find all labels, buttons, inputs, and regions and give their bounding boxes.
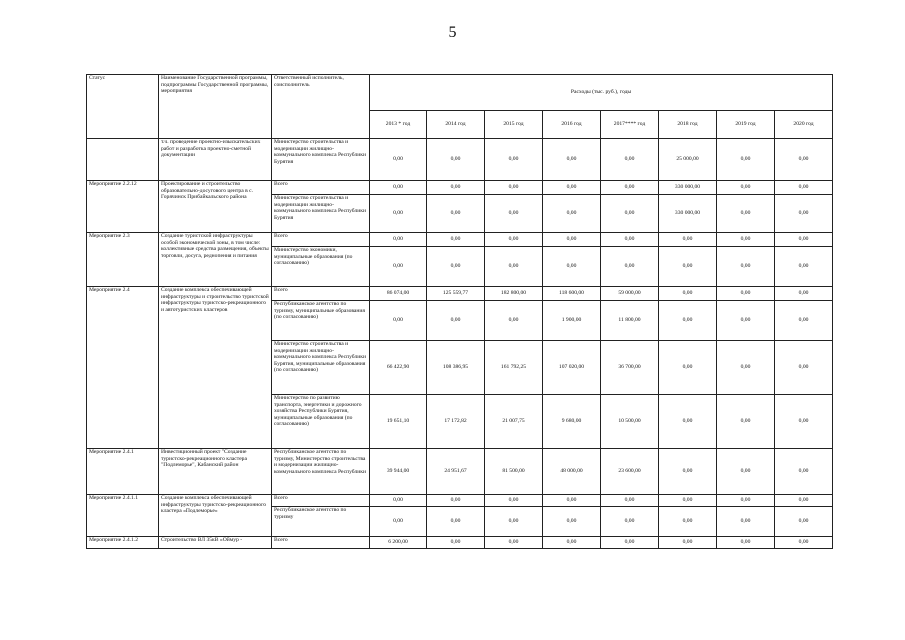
value-cell: 0,00 [427, 247, 485, 287]
value-cell: 0,00 [601, 507, 659, 537]
value-cell: 0,00 [485, 301, 543, 341]
value-cell: 0,00 [775, 537, 833, 549]
value-cell: 0,00 [659, 537, 717, 549]
value-cell: 0,00 [543, 139, 601, 181]
executor-cell: Республиканское агентство по туризму, муниципальные образования (по согласованию) [272, 301, 370, 341]
table-row [87, 495, 833, 507]
value-cell: 0,00 [370, 233, 427, 247]
value-cell: 0,00 [370, 195, 427, 233]
value-cell: 48 000,00 [543, 449, 601, 495]
value-cell: 0,00 [659, 233, 717, 247]
value-cell: 0,00 [659, 341, 717, 395]
executor-cell: Министерство экономики, муниципальные образования (по согласованию) [272, 247, 370, 287]
value-cell: 0,00 [717, 233, 775, 247]
table-row [87, 181, 833, 195]
value-cell: 0,00 [370, 139, 427, 181]
measure-name-cell: Строительство ВЛ 35кВ «Оймур - [159, 537, 272, 549]
value-cell: 0,00 [485, 537, 543, 549]
value-cell: 0,00 [601, 233, 659, 247]
header-name: Наименование Государственной программы, подпрограммы Государственной программы, мероприятия [159, 75, 272, 139]
value-cell: 0,00 [427, 195, 485, 233]
value-cell: 0,00 [601, 195, 659, 233]
value-cell: 0,00 [485, 139, 543, 181]
value-cell: 0,00 [717, 247, 775, 287]
value-cell: 81 500,00 [485, 449, 543, 495]
value-cell: 0,00 [659, 247, 717, 287]
header-year: 2019 год [717, 111, 775, 139]
value-cell: 0,00 [775, 507, 833, 537]
value-cell: 0,00 [775, 301, 833, 341]
value-cell: 0,00 [659, 287, 717, 301]
value-cell: 0,00 [485, 507, 543, 537]
header-year: 2015 год [485, 111, 543, 139]
measure-name-cell: Создание комплекса обеспечивающей инфраструктуры и строительство туристской инфраструктуры туристско-рекреационного и автотуристских кластеров [159, 287, 272, 449]
table-row [87, 287, 833, 301]
value-cell: 0,00 [601, 139, 659, 181]
value-cell: 39 944,00 [370, 449, 427, 495]
value-cell: 0,00 [543, 247, 601, 287]
value-cell: 0,00 [485, 233, 543, 247]
executor-cell: Всего [272, 181, 370, 195]
value-cell: 0,00 [775, 449, 833, 495]
value-cell: 0,00 [601, 495, 659, 507]
value-cell: 1 900,00 [543, 301, 601, 341]
value-cell: 0,00 [485, 195, 543, 233]
value-cell: 0,00 [543, 507, 601, 537]
value-cell: 36 700,00 [601, 341, 659, 395]
measure-name-cell: Создание туристской инфраструктуры особой экономической зоны, в том числе: коллективные средства размещения, объекты торговли, досуга, реднопения и питания [159, 233, 272, 287]
executor-cell: Всего [272, 495, 370, 507]
value-cell: 0,00 [775, 195, 833, 233]
executor-cell: Всего [272, 233, 370, 247]
value-cell: 0,00 [659, 495, 717, 507]
value-cell: 0,00 [659, 301, 717, 341]
value-cell: 0,00 [427, 495, 485, 507]
value-cell: 11 800,00 [601, 301, 659, 341]
header-year: 2018 год [659, 111, 717, 139]
value-cell: 6 200,00 [370, 537, 427, 549]
value-cell: 59 000,00 [601, 287, 659, 301]
value-cell: 17 172,82 [427, 395, 485, 449]
value-cell: 0,00 [601, 181, 659, 195]
value-cell: 0,00 [659, 449, 717, 495]
value-cell: 0,00 [659, 507, 717, 537]
header-year: 2016 год [543, 111, 601, 139]
value-cell: 0,00 [717, 507, 775, 537]
value-cell: 0,00 [717, 195, 775, 233]
executor-cell: Республиканское агентство по туризму, Министерство строительства и модернизации жилищно-коммунального комплекса Республики [272, 449, 370, 495]
value-cell: 0,00 [427, 139, 485, 181]
executor-cell: Всего [272, 287, 370, 301]
value-cell: 0,00 [370, 495, 427, 507]
header-year: 2014 год [427, 111, 485, 139]
value-cell: 330 000,00 [659, 195, 717, 233]
value-cell: 0,00 [775, 233, 833, 247]
value-cell: 0,00 [485, 247, 543, 287]
value-cell: 0,00 [717, 537, 775, 549]
value-cell: 25 000,00 [659, 139, 717, 181]
value-cell: 0,00 [775, 287, 833, 301]
value-cell: 0,00 [543, 181, 601, 195]
value-cell: 0,00 [717, 341, 775, 395]
table-row [87, 139, 833, 181]
value-cell: 0,00 [485, 495, 543, 507]
value-cell: 0,00 [717, 139, 775, 181]
value-cell: 0,00 [427, 301, 485, 341]
measure-name-cell: Проектирование и строительство образовательно-досугового центра в с. Горячинск Прибайкальского района [159, 181, 272, 233]
executor-cell: Республиканское агентство по туризму [272, 507, 370, 537]
status-cell [87, 139, 159, 181]
value-cell: 21 007,75 [485, 395, 543, 449]
value-cell: 0,00 [543, 195, 601, 233]
page-number: 5 [448, 24, 457, 41]
status-cell: Мероприятие 2.2.12 [87, 181, 159, 233]
table-row [87, 233, 833, 247]
value-cell: 0,00 [717, 287, 775, 301]
value-cell: 108 386,95 [427, 341, 485, 395]
header-status: Статус [87, 75, 159, 139]
table-row [87, 449, 833, 495]
value-cell: 24 951,67 [427, 449, 485, 495]
value-cell: 19 651,10 [370, 395, 427, 449]
status-cell: Мероприятие 2.4.1.2 [87, 537, 159, 549]
value-cell: 10 500,00 [601, 395, 659, 449]
executor-cell: Министерство строительства и модернизации жилищно-коммунального комплекса Республики Бурятия [272, 195, 370, 233]
header-year: 2017**** год [601, 111, 659, 139]
status-cell: Мероприятие 2.3 [87, 233, 159, 287]
status-cell: Мероприятие 2.4.1.1 [87, 495, 159, 537]
status-cell: Мероприятие 2.4 [87, 287, 159, 449]
status-cell: Мероприятие 2.4.1 [87, 449, 159, 495]
header-year: 2020 год [775, 111, 833, 139]
value-cell: 66 422,90 [370, 341, 427, 395]
value-cell: 0,00 [775, 139, 833, 181]
header-year: 2013 * год [370, 111, 427, 139]
executor-cell: Министерство строительства и модернизации жилищно-коммунального комплекса Республики Бурятия [272, 139, 370, 181]
value-cell: 0,00 [543, 537, 601, 549]
value-cell: 0,00 [370, 507, 427, 537]
value-cell: 0,00 [775, 341, 833, 395]
value-cell: 0,00 [427, 507, 485, 537]
table-row [87, 537, 833, 549]
executor-cell: Всего [272, 537, 370, 549]
value-cell: 0,00 [543, 233, 601, 247]
value-cell: 182 800,00 [485, 287, 543, 301]
value-cell: 0,00 [717, 495, 775, 507]
value-cell: 0,00 [717, 395, 775, 449]
value-cell: 0,00 [717, 449, 775, 495]
value-cell: 0,00 [427, 233, 485, 247]
value-cell: 0,00 [370, 247, 427, 287]
value-cell: 0,00 [775, 395, 833, 449]
value-cell: 161 792,25 [485, 341, 543, 395]
value-cell: 86 074,00 [370, 287, 427, 301]
value-cell: 0,00 [659, 395, 717, 449]
executor-cell: Министерство по развитию транспорта, энергетики и дорожного хозяйства Республики Бурятия, муниципальные образования (по согласованию) [272, 395, 370, 449]
measure-name-cell: Создание комплекса обеспечивающей инфраструктуры туристско-рекреационного кластера «Подлеморье» [159, 495, 272, 537]
value-cell: 0,00 [775, 247, 833, 287]
value-cell: 0,00 [717, 301, 775, 341]
value-cell: 0,00 [601, 537, 659, 549]
value-cell: 0,00 [601, 247, 659, 287]
value-cell: 118 600,00 [543, 287, 601, 301]
value-cell: 23 600,00 [601, 449, 659, 495]
measure-name-cell: т.ч. проведение проектно-изыскательских работ и разработка проектно-сметной документации [159, 139, 272, 181]
value-cell: 107 020,00 [543, 341, 601, 395]
value-cell: 330 000,00 [659, 181, 717, 195]
header-expenses: Расходы (тыс. руб.), годы [370, 75, 833, 111]
executor-cell: Министерство строительства и модернизации жилищно-коммунального комплекса Республики Бурятия, муниципальные образования (по согласованию) [272, 341, 370, 395]
value-cell: 0,00 [370, 301, 427, 341]
header-executor: Ответственный исполнитель, соисполнитель [272, 75, 370, 139]
value-cell: 0,00 [427, 537, 485, 549]
measure-name-cell: Инвестиционный проект "Создание туристско-рекреационного кластера "Подлеморье", Кабанский район [159, 449, 272, 495]
value-cell: 0,00 [717, 181, 775, 195]
value-cell: 0,00 [775, 181, 833, 195]
value-cell: 125 559,77 [427, 287, 485, 301]
value-cell: 0,00 [485, 181, 543, 195]
budget-table [86, 74, 833, 549]
value-cell: 9 680,00 [543, 395, 601, 449]
value-cell: 0,00 [427, 181, 485, 195]
value-cell: 0,00 [370, 181, 427, 195]
value-cell: 0,00 [775, 495, 833, 507]
value-cell: 0,00 [543, 495, 601, 507]
